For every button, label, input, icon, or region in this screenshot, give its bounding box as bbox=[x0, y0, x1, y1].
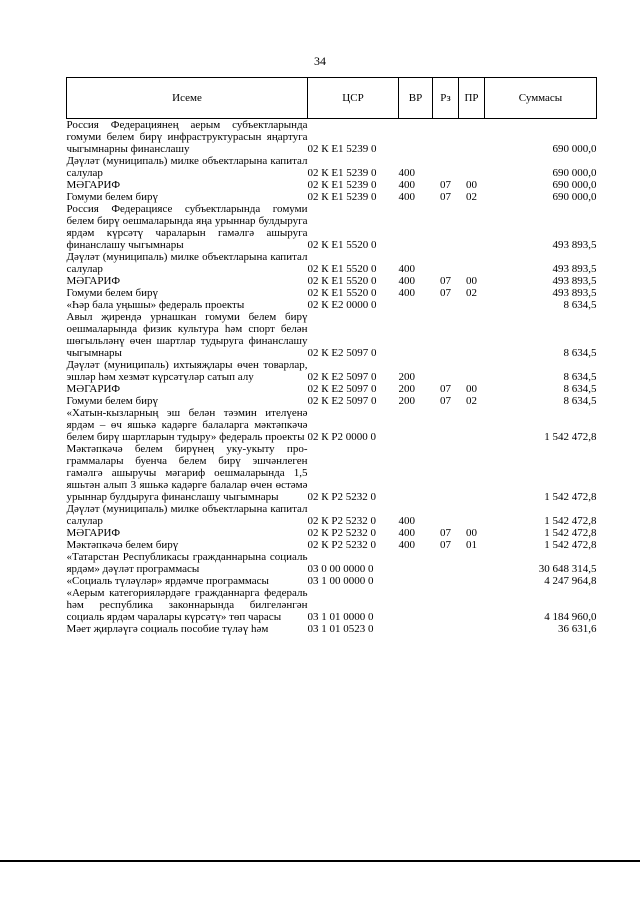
cell-sum: 30 648 314,5 bbox=[538, 563, 597, 575]
page-number: 34 bbox=[314, 54, 326, 68]
cell-name: МӘГАРИФ bbox=[66, 383, 121, 395]
cell-csr: 02 К Р2 5232 0 bbox=[307, 515, 376, 527]
cell-pr: 00 bbox=[466, 383, 477, 395]
header-rz: Рз bbox=[433, 78, 459, 119]
cell-pr bbox=[459, 359, 485, 383]
header-name: Исеме bbox=[67, 78, 308, 119]
cell-sum: 690 000,0 bbox=[552, 179, 597, 191]
cell-name: Мәет җирләүгә социаль пособие түләү һәм bbox=[66, 623, 269, 635]
cell-name: Авыл җирендә урнашкан гомуми белем бирү оешмаларында физик культура һәм спорт белән шөгыльләнү өчен шартлар тудыруга финанслашу чыгымнары bbox=[66, 311, 308, 359]
cell-rz bbox=[433, 443, 459, 503]
cell-name: МӘГАРИФ bbox=[66, 275, 121, 287]
cell-vr: 200 bbox=[398, 371, 415, 383]
cell-pr: 02 bbox=[466, 395, 477, 407]
cell-vr bbox=[399, 551, 433, 575]
cell-sum: 493 893,5 bbox=[552, 275, 597, 287]
cell-vr bbox=[399, 587, 433, 623]
cell-sum: 4 247 964,8 bbox=[544, 575, 597, 587]
cell-name: Россия Федерациянең аерым субъектларында гомуми белем бирү инфраструктурасын яңартуга чыгымнарны финанслашу bbox=[66, 119, 308, 155]
cell-sum: 493 893,5 bbox=[552, 263, 597, 275]
cell-name: Мәктәпкәчә белем бирү bbox=[66, 539, 179, 551]
cell-name: Дәүләт (муниципаль) милке объектларына капитал салулар bbox=[66, 503, 308, 527]
table-row bbox=[67, 407, 597, 443]
cell-pr bbox=[459, 311, 485, 359]
cell-csr: 02 К Р2 5232 0 bbox=[307, 527, 376, 539]
cell-vr: 400 bbox=[398, 167, 415, 179]
cell-rz bbox=[433, 551, 459, 575]
cell-rz: 07 bbox=[440, 395, 451, 407]
cell-rz: 07 bbox=[440, 527, 451, 539]
table-row bbox=[67, 383, 597, 395]
table-row bbox=[67, 359, 597, 383]
cell-rz: 07 bbox=[440, 287, 451, 299]
cell-sum: 690 000,0 bbox=[552, 191, 597, 203]
cell-csr: 02 К Е1 5239 0 bbox=[307, 143, 377, 155]
cell-vr: 400 bbox=[398, 179, 415, 191]
header-sum: Суммасы bbox=[485, 78, 597, 119]
cell-pr bbox=[459, 203, 485, 251]
cell-vr: 200 bbox=[398, 395, 415, 407]
cell-name: Дәүләт (муниципаль) ихтыяҗлары өчен товарлар, эшләр һәм хезмәт күрсәтүләр сатып алу bbox=[66, 359, 308, 383]
cell-name: МӘГАРИФ bbox=[66, 527, 121, 539]
table-row bbox=[67, 203, 597, 251]
cell-csr: 02 К Е2 0000 0 bbox=[307, 299, 377, 311]
cell-vr bbox=[399, 299, 433, 311]
header-vr: ВР bbox=[399, 78, 433, 119]
cell-csr: 02 К Е1 5239 0 bbox=[307, 179, 377, 191]
cell-name: Гомуми белем бирү bbox=[66, 191, 158, 203]
cell-name: Мәктәпкәчә белем бирүнең уку-укыту программалары буенча белем бирү эшчәнлеген гамәлгә ашыручы мәгариф оешмаларында 1,5 яшьтән алып 3 яшькә кадәрге балалар өчен өстәмә урыннар булдыруга финанслашу чыгымнары bbox=[66, 443, 308, 503]
cell-pr: 00 bbox=[466, 275, 477, 287]
cell-csr: 03 1 00 0000 0 bbox=[307, 575, 374, 587]
cell-pr bbox=[459, 551, 485, 575]
cell-name: МӘГАРИФ bbox=[66, 179, 121, 191]
cell-rz bbox=[433, 503, 459, 527]
table-row bbox=[67, 119, 597, 156]
cell-vr bbox=[399, 203, 433, 251]
cell-csr: 03 1 01 0000 0 bbox=[307, 611, 374, 623]
table-row bbox=[67, 503, 597, 527]
cell-vr: 400 bbox=[398, 515, 415, 527]
cell-pr bbox=[459, 575, 485, 587]
table-row bbox=[67, 527, 597, 539]
table-row bbox=[67, 395, 597, 407]
bottom-rule bbox=[0, 860, 640, 862]
cell-csr: 02 К Е1 5520 0 bbox=[307, 239, 377, 251]
cell-csr: 02 К Е2 5097 0 bbox=[307, 383, 377, 395]
table-row bbox=[67, 443, 597, 503]
cell-pr bbox=[459, 503, 485, 527]
cell-vr bbox=[399, 311, 433, 359]
cell-name: «Хатын-кызларның эш белән тәэмин ителүенә ярдәм – өч яшькә кадәрге балаларга мәктәпкәчә белем бирү шартларын тудыру» федераль проекты bbox=[66, 407, 308, 443]
header-pr: ПР bbox=[459, 78, 485, 119]
cell-name: Гомуми белем бирү bbox=[66, 395, 158, 407]
cell-sum: 8 634,5 bbox=[563, 347, 597, 359]
cell-csr: 02 К Е2 5097 0 bbox=[307, 371, 377, 383]
cell-pr: 02 bbox=[466, 191, 477, 203]
cell-rz bbox=[433, 359, 459, 383]
cell-csr: 02 К Е1 5520 0 bbox=[307, 263, 377, 275]
cell-name: «Аерым категорияләрдәге гражданнарга федераль һәм республика законнарында билгеләнгән социаль ярдәм чаралары күрсәтү» төп чарасы bbox=[66, 587, 308, 623]
cell-name: «Һәр бала уңышы» федераль проекты bbox=[66, 299, 245, 311]
cell-pr bbox=[459, 623, 485, 635]
cell-sum: 1 542 472,8 bbox=[544, 431, 597, 443]
cell-sum: 36 631,6 bbox=[558, 623, 597, 635]
table-row bbox=[67, 251, 597, 275]
cell-vr bbox=[399, 575, 433, 587]
cell-pr bbox=[459, 407, 485, 443]
cell-rz bbox=[433, 623, 459, 635]
cell-sum: 1 542 472,8 bbox=[544, 515, 597, 527]
cell-vr: 200 bbox=[398, 383, 415, 395]
table-row bbox=[67, 299, 597, 311]
cell-vr: 400 bbox=[398, 287, 415, 299]
cell-name: Гомуми белем бирү bbox=[66, 287, 158, 299]
cell-pr bbox=[459, 587, 485, 623]
cell-name: «Социаль түләүләр» ярдәмче программасы bbox=[66, 575, 269, 587]
cell-vr bbox=[399, 407, 433, 443]
table-row bbox=[67, 551, 597, 575]
cell-rz bbox=[433, 155, 459, 179]
cell-rz: 07 bbox=[440, 383, 451, 395]
cell-rz: 07 bbox=[440, 179, 451, 191]
cell-csr: 02 К Е1 5520 0 bbox=[307, 275, 377, 287]
cell-sum: 690 000,0 bbox=[552, 143, 597, 155]
cell-pr: 01 bbox=[466, 539, 477, 551]
cell-pr bbox=[459, 119, 485, 156]
cell-csr: 02 К Р2 5232 0 bbox=[307, 491, 376, 503]
cell-pr bbox=[459, 299, 485, 311]
table-row bbox=[67, 179, 597, 191]
table-row bbox=[67, 539, 597, 551]
cell-csr: 03 0 00 0000 0 bbox=[307, 563, 374, 575]
table-row bbox=[67, 155, 597, 179]
cell-sum: 8 634,5 bbox=[563, 299, 597, 311]
table-row bbox=[67, 623, 597, 635]
cell-vr bbox=[399, 119, 433, 156]
table-row bbox=[67, 311, 597, 359]
cell-sum: 493 893,5 bbox=[552, 287, 597, 299]
budget-table bbox=[66, 77, 597, 635]
cell-csr: 03 1 01 0523 0 bbox=[307, 623, 374, 635]
cell-sum: 690 000,0 bbox=[552, 167, 597, 179]
header-csr: ЦСР bbox=[308, 78, 399, 119]
cell-vr: 400 bbox=[398, 263, 415, 275]
cell-vr: 400 bbox=[398, 275, 415, 287]
cell-rz bbox=[433, 407, 459, 443]
cell-rz bbox=[433, 119, 459, 156]
cell-name: Дәүләт (муниципаль) милке объектларына капитал салулар bbox=[66, 251, 308, 275]
table-row bbox=[67, 587, 597, 623]
cell-csr: 02 К Р2 5232 0 bbox=[307, 539, 376, 551]
cell-rz bbox=[433, 203, 459, 251]
cell-vr bbox=[399, 623, 433, 635]
cell-sum: 1 542 472,8 bbox=[544, 491, 597, 503]
cell-csr: 02 К Е1 5239 0 bbox=[307, 167, 377, 179]
cell-rz bbox=[433, 251, 459, 275]
cell-sum: 4 184 960,0 bbox=[544, 611, 597, 623]
cell-vr: 400 bbox=[398, 191, 415, 203]
cell-sum: 493 893,5 bbox=[552, 239, 597, 251]
cell-vr: 400 bbox=[398, 527, 415, 539]
table-row bbox=[67, 287, 597, 299]
cell-sum: 8 634,5 bbox=[563, 395, 597, 407]
cell-vr: 400 bbox=[398, 539, 415, 551]
cell-csr: 02 К Е1 5520 0 bbox=[307, 287, 377, 299]
cell-vr bbox=[399, 443, 433, 503]
cell-rz: 07 bbox=[440, 191, 451, 203]
cell-pr: 00 bbox=[466, 179, 477, 191]
cell-rz: 07 bbox=[440, 275, 451, 287]
cell-csr: 02 К Р2 0000 0 bbox=[307, 431, 376, 443]
cell-pr bbox=[459, 443, 485, 503]
cell-name: «Татарстан Республикасы гражданнарына социаль ярдәм» дәүләт программасы bbox=[66, 551, 308, 575]
cell-sum: 1 542 472,8 bbox=[544, 527, 597, 539]
cell-pr bbox=[459, 251, 485, 275]
cell-pr bbox=[459, 155, 485, 179]
cell-rz bbox=[433, 311, 459, 359]
cell-pr: 00 bbox=[466, 527, 477, 539]
table-row bbox=[67, 575, 597, 587]
cell-rz bbox=[433, 587, 459, 623]
table-row bbox=[67, 275, 597, 287]
cell-rz bbox=[433, 299, 459, 311]
cell-rz bbox=[433, 575, 459, 587]
table-header-row bbox=[67, 78, 597, 119]
cell-csr: 02 К Е2 5097 0 bbox=[307, 347, 377, 359]
cell-pr: 02 bbox=[466, 287, 477, 299]
cell-rz: 07 bbox=[440, 539, 451, 551]
cell-name: Россия Федерациясе субъектларында гомуми белем бирү оешмаларында яңа урыннар булдыруга ярдәм күрсәтү чараларын гамәлгә ашыруга финанслашу чыгымнары bbox=[66, 203, 308, 251]
table-row bbox=[67, 191, 597, 203]
cell-sum: 8 634,5 bbox=[563, 371, 597, 383]
cell-sum: 8 634,5 bbox=[563, 383, 597, 395]
cell-sum: 1 542 472,8 bbox=[544, 539, 597, 551]
cell-name: Дәүләт (муниципаль) милке объектларына капитал салулар bbox=[66, 155, 308, 179]
cell-csr: 02 К Е1 5239 0 bbox=[307, 191, 377, 203]
table-body bbox=[67, 119, 597, 636]
cell-csr: 02 К Е2 5097 0 bbox=[307, 395, 377, 407]
